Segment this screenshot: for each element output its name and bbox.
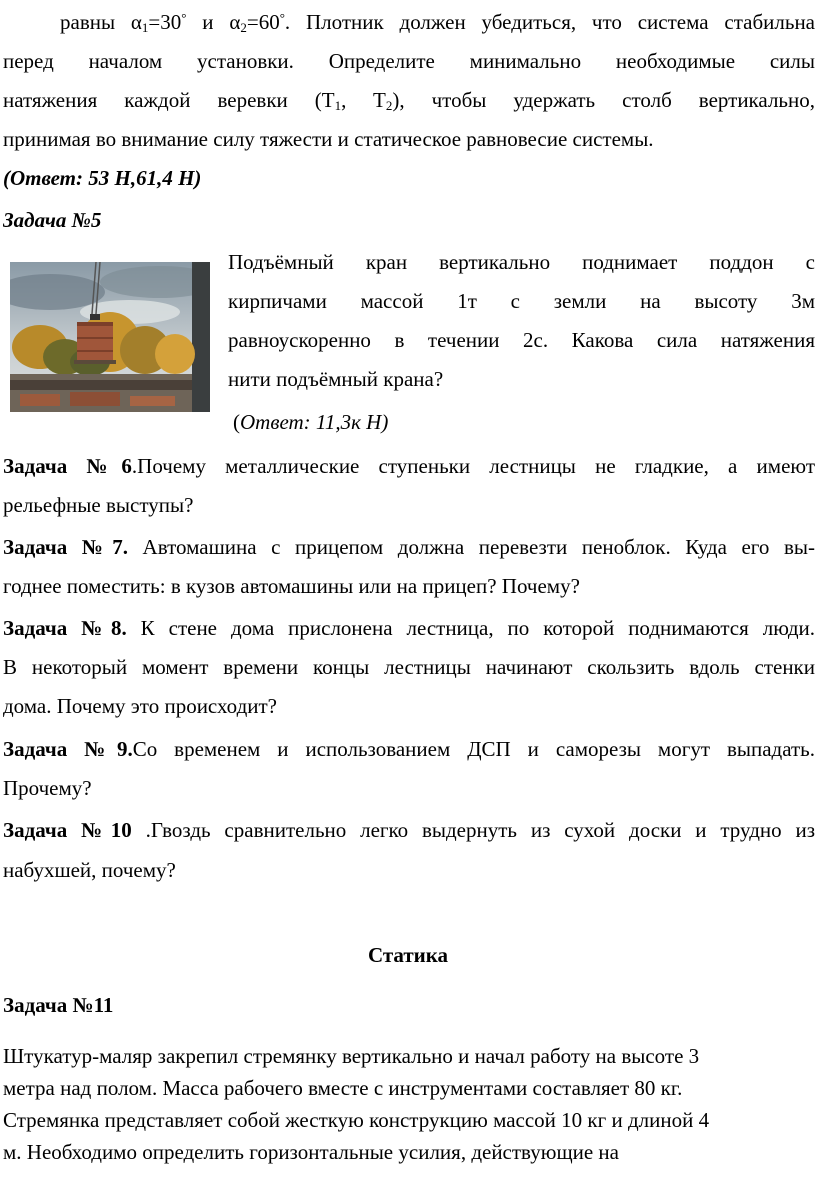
task5-text-line: Подъёмный кран вертикально поднимает поддон с: [228, 250, 815, 274]
task4-text-line-4: принимая во внимание силу тяжести и статическое равновесие системы.: [3, 127, 654, 151]
task4-text-line-2: перед началом установки. Определите минимально необходимые силы: [3, 49, 815, 73]
task5-heading: Задача №5: [3, 208, 102, 232]
task8-text-line-3: дома. Почему это происходит?: [3, 694, 277, 718]
task4-answer: (Ответ: 53 Н,61,4 Н): [3, 166, 202, 190]
task11-text-line: Стремянка представляет собой жесткую конструкцию массой 10 кг и длиной 4: [3, 1108, 710, 1132]
task8-text-line-1: Задача №8. К стене дома прислонена лестница, по которой поднимаются люди.: [3, 616, 815, 640]
task7-text-line-2: годнее поместить: в кузов автомашины или на прицеп? Почему?: [3, 574, 580, 598]
task11-text-line: Штукатур-маляр закрепил стремянку вертикально и начал работу на высоте 3: [3, 1044, 700, 1068]
task9-heading: Задача №9.: [3, 737, 133, 761]
task9-text-line-2: Прочему?: [3, 776, 92, 800]
task5-answer: (Ответ: 11,3к Н): [233, 410, 389, 434]
task5-text-line: нити подъёмный крана?: [228, 367, 444, 391]
task6-text-line-1: Задача №6.Почему металлические ступеньки лестницы не гладкие, а имеют: [3, 454, 815, 478]
task11-text-line: м. Необходимо определить горизонтальные усилия, действующие на: [3, 1140, 619, 1164]
task4-text-line-3: натяжения каждой веревки ($T_1$, $T_2$), чтобы удержать столб вертикально,: [3, 88, 815, 113]
task9-text-line-1: Задача №9.Со временем и использованием ДСП и саморезы могут выпадать.: [3, 737, 815, 761]
task6-text-line-2: рельефные выступы?: [3, 493, 194, 517]
task8-heading: Задача №8.: [3, 616, 127, 640]
task4-text-line-1: равны $\alpha_1=30^\circ$ и $\alpha_2=60^\circ$. Плотник должен убедиться, что система стабильна: [60, 10, 815, 35]
task11-text-line: метра над полом. Масса рабочего вместе с инструментами составляет 80 кг.: [3, 1076, 683, 1100]
task5-text-line: равноускоренно в течении 2с. Какова сила натяжения: [228, 328, 815, 352]
task7-text-line-1: Задача №7. Автомашина с прицепом должна перевезти пеноблок. Куда его вы-: [3, 535, 815, 559]
task10-heading: Задача №10: [3, 818, 132, 842]
task10-text-line-2: набухшей, почему?: [3, 858, 176, 882]
task8-text-line-2: В некоторый момент времени концы лестницы начинают скользить вдоль стенки: [3, 655, 815, 679]
task6-heading: Задача №6: [3, 454, 132, 478]
section-title: Статика: [367, 943, 449, 967]
task7-heading: Задача №7.: [3, 535, 128, 559]
task5-text-line: кирпичами массой 1т с земли на высоту 3м: [228, 289, 815, 313]
task10-text-line-1: Задача №10 .Гвоздь сравнительно легко выдернуть из сухой доски и трудно из: [3, 818, 815, 842]
crane-lifting-bricks-photo: [10, 262, 210, 412]
task11-heading: Задача №11: [3, 993, 114, 1017]
